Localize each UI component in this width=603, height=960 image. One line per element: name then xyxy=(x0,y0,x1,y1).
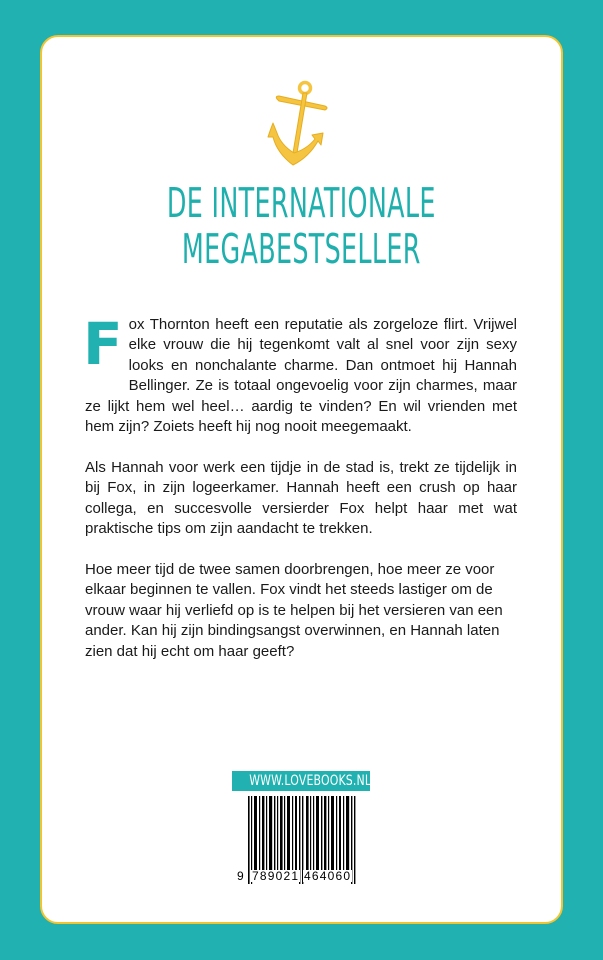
website-link[interactable] xyxy=(232,771,370,791)
blurb-paragraph-1-text: ox Thornton heeft een reputatie als zorgeloze flirt. Vrijwel elke vrouw die hij tegenkomt valt al snel voor zijn sexy looks en nonchalante charme. Dan ontmoet hij Hannah Bellinger. Ze is totaal ongevoelig voor zijn charmes, maar ze lijkt hem wel heel… aardig te vinden? En wil vrienden met hem zijn? Zoiets heeft hij nog nooit meegemaakt. xyxy=(85,316,517,436)
isbn-group-2: 464060 xyxy=(304,869,352,883)
headline-line-2: MEGABESTSELLER xyxy=(181,225,421,273)
blurb-paragraph-3: Hoe meer tijd de twee samen doorbrengen, hoe meer ze voor elkaar beginnen te vallen. Fox vindt het steeds lastiger om de vrouw waar hij verliefd op is te helpen bij het versieren van een ander. Kan hij zijn bindingsangst overwinnen, en Hannah laten zien dat hij echt om haar geeft? xyxy=(85,561,503,660)
blurb-paragraph-1 xyxy=(83,310,517,437)
headline xyxy=(114,180,488,272)
website-text: WWW.LOVEBOOKS.NL xyxy=(249,773,372,789)
blurb-paragraph-2: Als Hannah voor werk een tijdje in de stad is, trekt ze tijdelijk in bij Fox, in zijn logeerkamer. Hannah heeft een crush op haar collega, en succesvolle versierder Fox helpt haar met wat praktische tips om zijn aandacht te trekken. xyxy=(85,459,517,538)
anchor-icon xyxy=(265,79,335,174)
isbn-group-1: 789021 xyxy=(252,869,300,883)
drop-cap: F xyxy=(83,310,123,378)
headline-line-1: DE INTERNATIONALE xyxy=(166,179,436,227)
isbn-lead-digit: 9 xyxy=(237,869,244,883)
